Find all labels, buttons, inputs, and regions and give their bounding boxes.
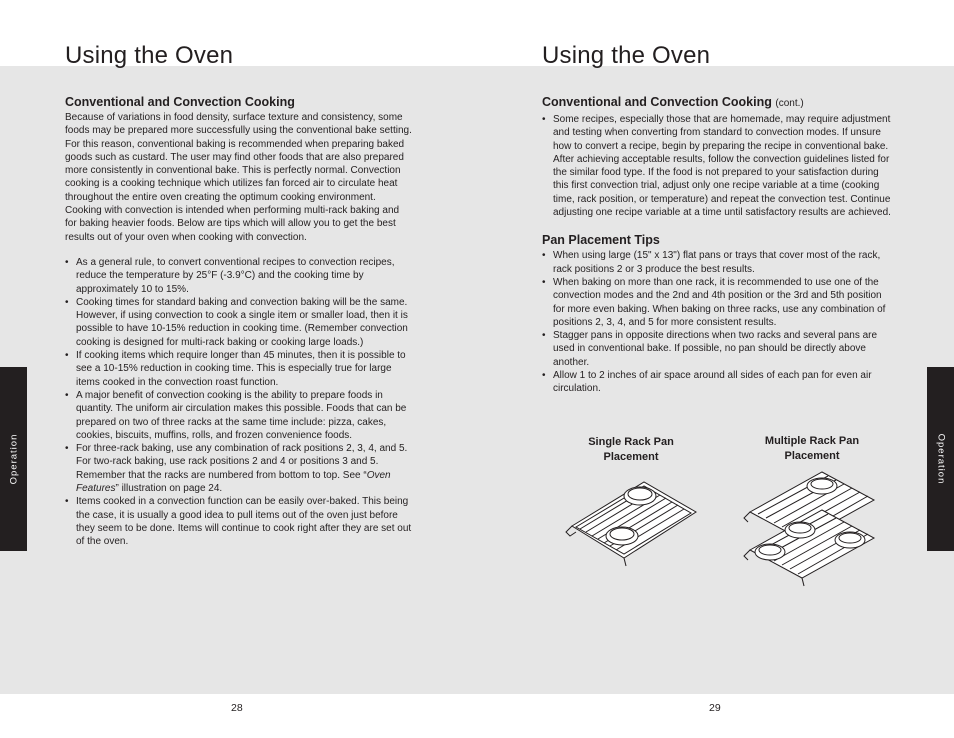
page-number-right: 29 xyxy=(709,702,721,714)
list-item: • As a general rule, to convert conventional recipes to convection recipes, reduce the temperature by 25°F (-3.9°C) and the cooking time by approximately 10 to 15%. xyxy=(65,256,413,296)
side-tab-label: Operation xyxy=(8,433,19,485)
list-item: • When baking on more than one rack, it is recommended to use one of the convection modes and the 2nd and 4th position or the 3rd and 5th position for more even baking. When baking on three racks, use any combination of positions 2, 3, 4, and 5 for more consistent results. xyxy=(542,276,892,329)
list-item-text: For three-rack baking, use any combination of rack positions 2, 3, 4, and 5. For two-rack baking, use rack positions 2 and 4 or positions 3 and 5. Remember that the racks are numbered from bottom to top. See “ xyxy=(76,443,408,481)
section-heading-pan-placement: Pan Placement Tips xyxy=(542,233,660,248)
list-item xyxy=(65,442,413,495)
side-tab-right xyxy=(927,367,954,551)
intro-paragraph: Because of variations in food density, surface texture and consistency, some foods may be prepared more successfully using the conventional bake setting. For this reason, conventional baking is recommended when preparing baked goods such as custard. The user may find other foods that are also prepared more consistently in conventional bake. This is perfectly normal. Convection cooking is a cooking technique which utilizes fan forced air to circulate heat throughout the entire oven creating the optimum cooking environment. Cooking with convection is intended when performing multi-rack baking and for baking heavier foods. Below are tips which will allow you to get the best results out of your oven when cooking with convection. xyxy=(65,112,412,243)
heading-cont-suffix: (cont.) xyxy=(775,98,804,109)
pan-placement-list xyxy=(542,249,892,395)
left-column xyxy=(65,94,413,549)
list-item: • A major benefit of convection cooking is the ability to prepare foods in quantity. The uniform air circulation makes this possible. Foods that can be prepared on two of three racks at the same time include: pizza, cakes, cookies, biscuits, muffins, rolls, and frozen convenience foods. xyxy=(65,389,413,442)
list-item-text: ” illustration on page 24. xyxy=(115,483,223,495)
figure-label-multiple-rack: Multiple Rack Pan Placement xyxy=(764,435,860,462)
multiple-rack-illustration xyxy=(740,470,882,590)
section-heading-convection: Conventional and Convection Cooking xyxy=(65,95,295,109)
convection-tips-list xyxy=(542,113,892,219)
right-column xyxy=(542,94,892,396)
list-item: • Allow 1 to 2 inches of air space around all sides of each pan for even air circulation. xyxy=(542,369,892,396)
tips-list xyxy=(65,256,413,549)
list-item: • Items cooked in a convection function can be easily over-baked. This being the case, it is usually a good idea to pull items out of the oven just before they seem to be done. Items will continue to cook right after they are set out of the oven. xyxy=(65,495,413,548)
list-item: • Some recipes, especially those that are homemade, may require adjustment and testing when converting from standard to convection modes. If unsure how to convert a recipe, begin by preparing the recipe in conventional bake. After achieving acceptable results, follow the convection guidelines listed for the similar food type. If the food is not prepared to your satisfaction during this first convection trial, adjust only one recipe variable at a time (cooking time, rack position, or temperature) and repeat the convection test. Continue adjusting one recipe variable at a time until satisfactory results are achieved. xyxy=(542,113,892,219)
list-item: • When using large (15" x 13") flat pans or trays that cover most of the rack, rack positions 2 or 3 produce the best results. xyxy=(542,249,892,276)
oven-features-reference: Oven Features xyxy=(76,469,391,495)
section-heading-convection-cont xyxy=(542,94,892,112)
list-item: • If cooking items which require longer than 45 minutes, then it is possible to see a 10-15% reduction in cooking time. This is especially true for large items cooked in the convection roast function. xyxy=(65,349,413,389)
side-tab-left xyxy=(0,367,27,551)
side-tab-label: Operation xyxy=(935,433,946,485)
list-item: • Cooking times for standard baking and convection baking will be the same. However, if using convection to cook a single item or smaller load, then it is possible to have 10-15% reduction in cooking time. (Remember convection cooking is designed for multi-rack baking or cooking large loads.) xyxy=(65,296,413,349)
page-title-right: Using the Oven xyxy=(542,42,711,69)
single-rack-illustration xyxy=(560,478,702,570)
page-number-left: 28 xyxy=(231,702,243,714)
figure-label-single-rack: Single Rack Pan Placement xyxy=(588,436,674,463)
page-title-left: Using the Oven xyxy=(65,42,234,69)
list-item: • Stagger pans in opposite directions when two racks and several pans are used in conventional bake. If possible, no pan should be directly above another. xyxy=(542,329,892,369)
heading-text: Conventional and Convection Cooking xyxy=(542,95,772,109)
